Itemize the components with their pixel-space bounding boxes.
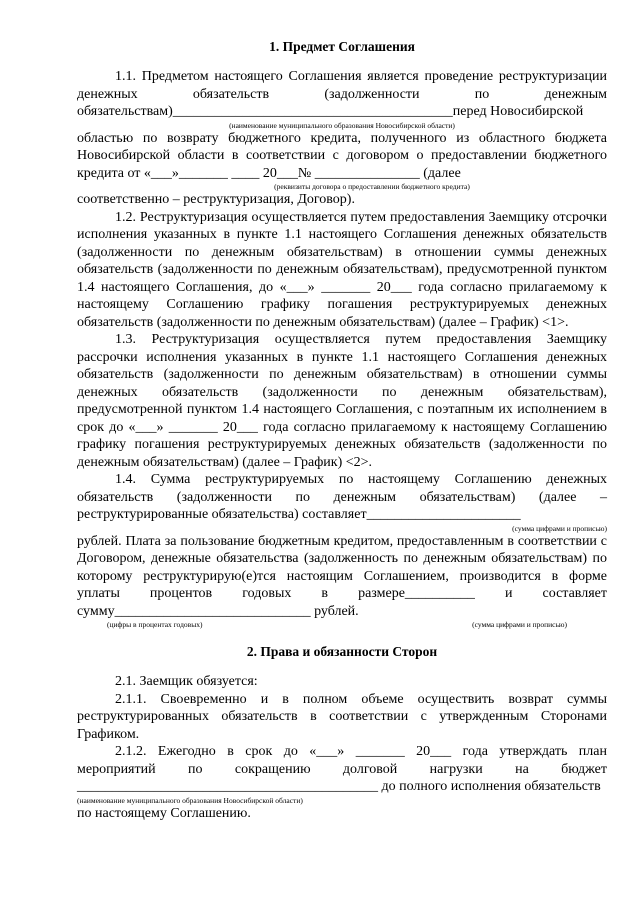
clause-2-1-2-caption: (наименование муниципального образования Новосибирской области) (77, 795, 303, 805)
clause-1-1-continued: областью по возврату бюджетного кредита, полученного из областного бюджета Новосибирской области в соответствии с договором о предоставлении бюджетного кредита от «___»_______ ____ 20___№ _______________ (далее (77, 130, 607, 181)
clause-2-1-1: 2.1.1. Своевременно и в полном объеме осуществить возврат суммы реструктурированных обязательств в соответствии с утвержденным Сторонами Графиком. (77, 691, 607, 742)
section-2-heading: 2. Права и обязанности Сторон (246, 644, 438, 659)
clause-1-4-caption: (сумма цифрами и прописью) (512, 523, 607, 533)
clause-1-1-caption-2: (реквизиты договора о предоставлении бюджетного кредита) (274, 182, 470, 191)
clause-2-1-2-end: по настоящему Соглашению. (77, 805, 251, 821)
clause-1-1-end: соответственно – реструктуризация, Договор). (77, 192, 355, 207)
clause-1-3: 1.3. Реструктуризация осуществляется путем предоставления Заемщику рассрочки исполнения указанных в пункте 1.1 настоящего Соглашения денежных обязательств (задолженности по денежным обязательствам) в отношении суммы денежных обязательств (задолженности по денежным обязательствам), предусмотренной пунктом 1.4 настоящего Соглашения, с поэтапным их исполнением в срок до «___» _______ 20___ года согласно прилагаемому к настоящему Соглашению графику погашения реструктурируемых денежных обязательств (задолженности по денежным обязательствам) (далее – График) <2>. (77, 332, 607, 470)
clause-2-1-2: 2.1.2. Ежегодно в срок до «___» _______ 20___ года утверждать план мероприятий по сокращению долговой нагрузки на бюджет ___________________________________________ до полного исполнения обязательств (77, 744, 607, 794)
document-page (77, 38, 607, 822)
amount-caption: (сумма цифрами и прописью) (472, 620, 567, 629)
clause-1-2: 1.2. Реструктуризация осуществляется путем предоставления Заемщику отсрочки исполнения указанных в пункте 1.1 настоящего Соглашения денежных обязательств (задолженности по денежным обязательствам) в отношении суммы денежных обязательств (задолженности по денежным обязательствам), предусмотренной пунктом 1.4 настоящего Соглашения, до «___» _______ 20___ года согласно прилагаемому к настоящему Соглашению графику погашения реструктурируемых денежных обязательств (задолженности по денежным обязательствам) (далее – График) <1>. (77, 209, 607, 330)
clause-1-4: 1.4. Сумма реструктурируемых по настоящему Соглашению денежных обязательств (задолженности по денежным обязательствам) (далее – реструктурированные обязательства) составляет______________________ (77, 472, 607, 522)
clause-1-4-continued: рублей. Плата за пользование бюджетным кредитом, предоставленным в соответствии с Договором, денежные обязательства (задолженность по денежным обязательствам) по которому реструктурирую(е)тся настоящим Соглашением, производится в форме уплаты процентов годовых в размере__________ и составляет сумму____________________________ рублей. (77, 533, 607, 619)
clause-1-4-captions (77, 620, 607, 629)
clause-1-1-caption: (наименование муниципального образования Новосибирской области) (229, 120, 455, 130)
percent-caption: (цифры в процентах годовых) (107, 620, 203, 629)
clause-2-1: 2.1. Заемщик обязуется: (115, 674, 258, 689)
clause-1-1: 1.1. Предметом настоящего Соглашения является проведение реструктуризации денежных обязательств (задолженности по денежным обязательствам)________________________________________перед Новосибирской (77, 69, 607, 119)
section-1-heading: 1. Предмет Соглашения (269, 39, 415, 54)
